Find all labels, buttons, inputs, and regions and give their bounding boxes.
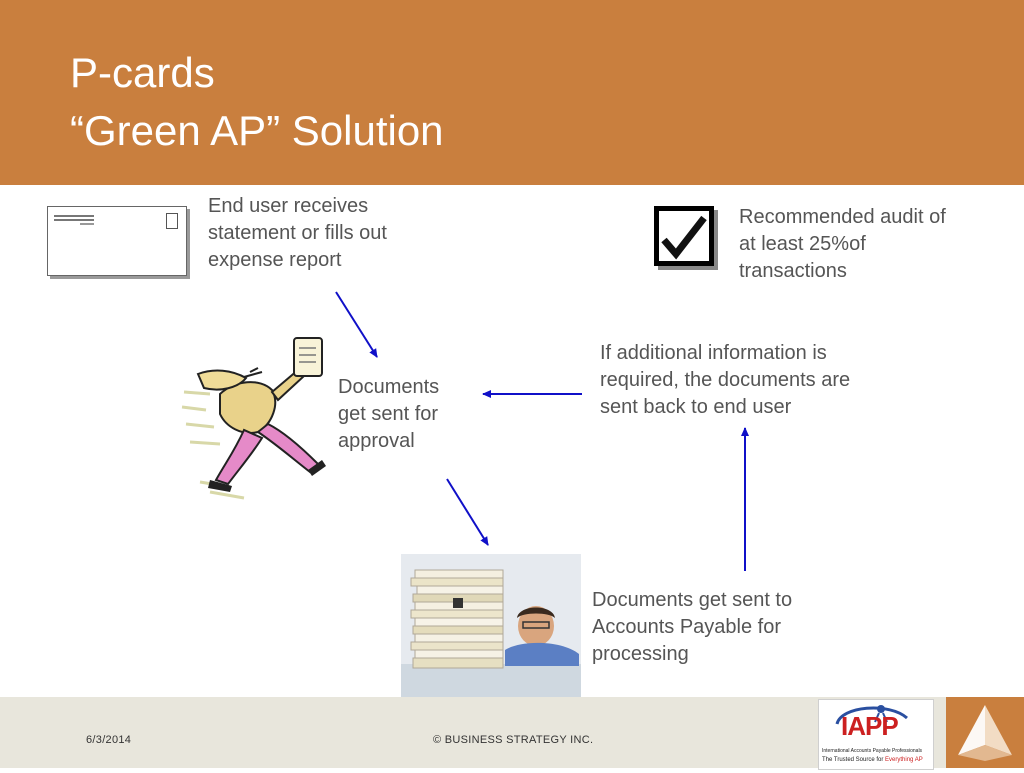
logo-wordmark: IAPP	[841, 711, 898, 741]
logo-tagline-2: The Trusted Source for Everything AP	[822, 757, 923, 763]
logo-tagline-1: International Accounts Payable Professionals	[822, 748, 923, 754]
arrow-to-accounts-payable	[447, 479, 488, 545]
footer-date: 6/3/2014	[86, 734, 132, 746]
envelope-icon	[47, 206, 187, 276]
slide-subtitle: “Green AP” Solution	[70, 107, 444, 154]
checkbox-icon	[654, 206, 720, 272]
slide-title: P-cards	[70, 49, 215, 96]
end-user-step: End user receives statement or fills out expense report	[208, 195, 387, 271]
running-man-clipart	[180, 332, 330, 502]
footer-copyright: © BUSINESS STRATEGY INC.	[433, 734, 594, 746]
title-bar	[0, 0, 1024, 185]
approval-step: Documents get sent for approval	[338, 376, 440, 452]
iapp-logo	[818, 699, 934, 770]
arrow-to-approval	[336, 292, 377, 357]
additional-info-step: If additional information is required, the documents are sent back to end user	[600, 342, 851, 418]
audit-step: Recommended audit of at least 25%of transactions	[739, 206, 946, 282]
office-worker-photo	[401, 554, 581, 700]
pyramid-icon	[946, 697, 1024, 768]
accounts-payable-step: Documents get sent to Accounts Payable for processing	[592, 589, 793, 665]
